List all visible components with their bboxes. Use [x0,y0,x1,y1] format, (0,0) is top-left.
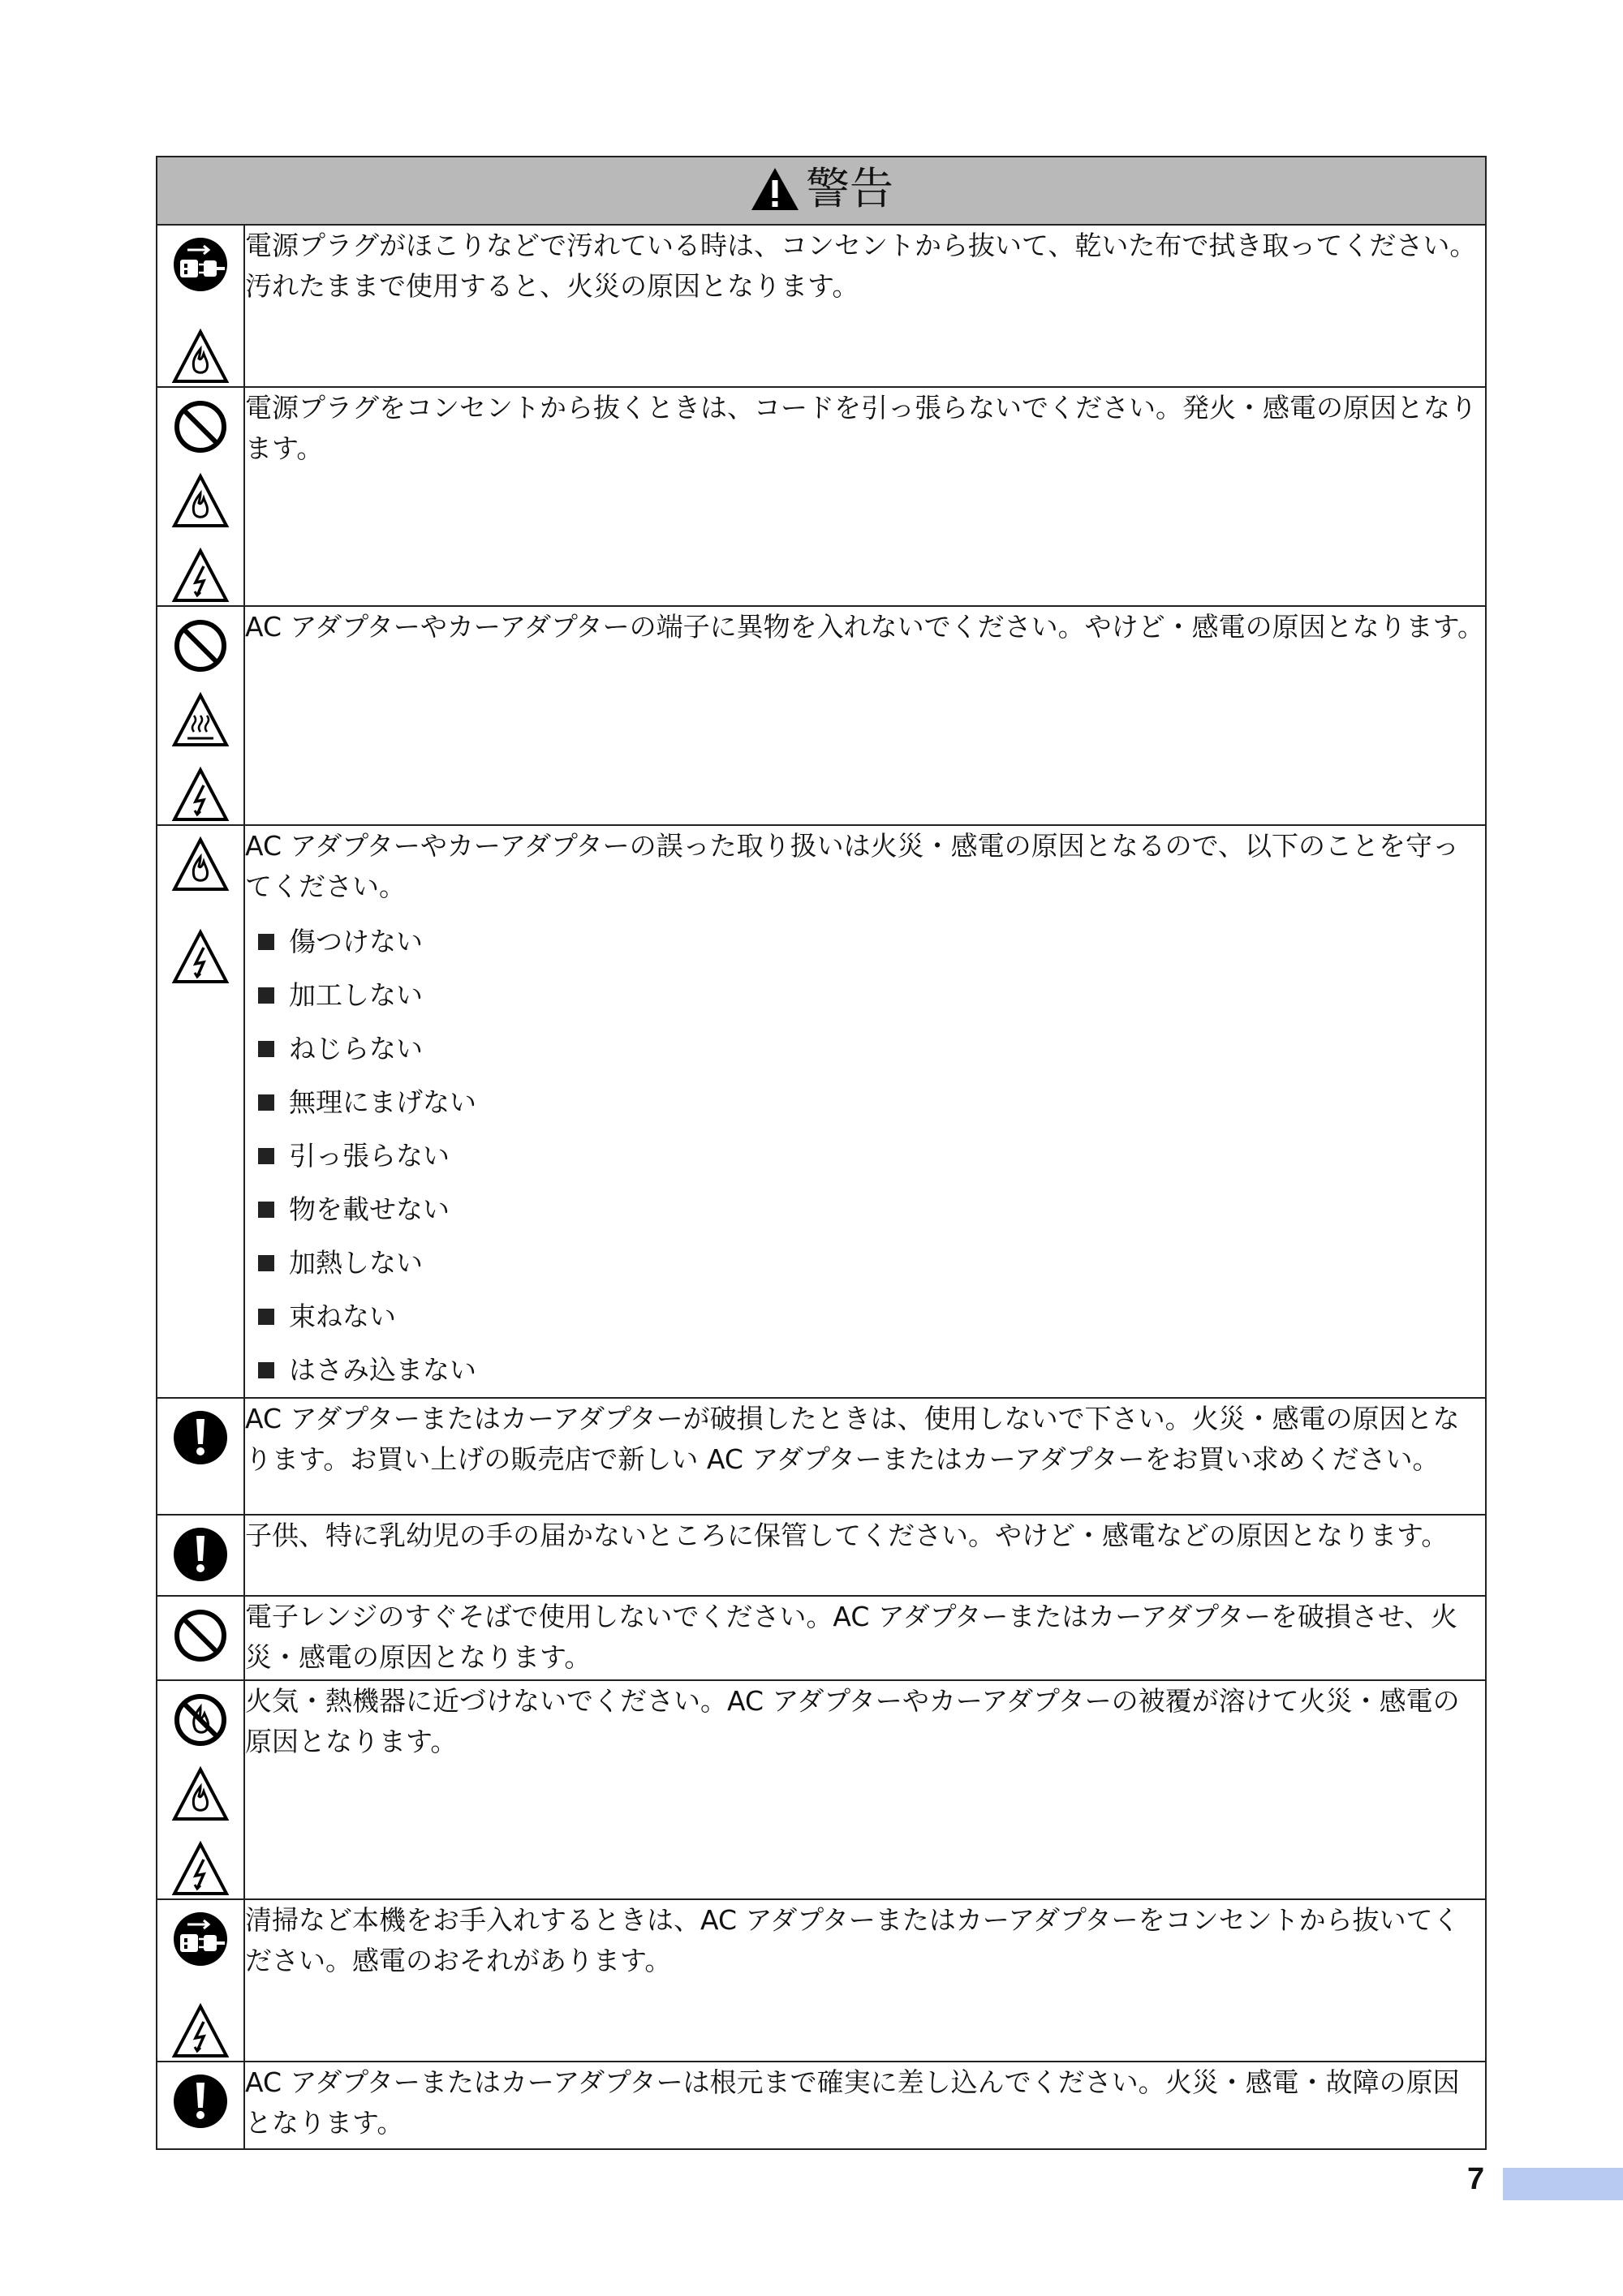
list-item-text: 傷つけない [289,926,423,957]
warning-text: 清掃など本機をお手入れするときは、AC アダプターまたはカーアダプターをコンセントから抜いてください。感電のおそれがあります。 [245,1904,1460,1976]
list-item [258,1183,1485,1236]
warning-icons-cell [157,606,244,825]
warning-text: 電源プラグをコンセントから抜くときは、コードを引っ張らないでください。発火・感電の原因となります。 [245,392,1477,464]
square-bullet-icon [258,1362,274,1378]
warning-row [157,1398,1486,1515]
list-item [258,1236,1485,1290]
warning-text-cell [244,1515,1486,1596]
square-bullet-icon [258,1148,274,1164]
warning-icons-cell [157,1899,244,2062]
warning-text: AC アダプターやカーアダプターの誤った取り扱いは火災・感電の原因となるので、以下のことを守ってください。 [245,830,1459,902]
warning-icons-cell [157,387,244,606]
warning-row [157,2062,1486,2149]
warning-triangle-icon [749,166,801,213]
bullet-list [245,915,1485,1397]
electric-shock-icon [171,766,230,824]
mandatory-icon [171,2072,230,2130]
warning-icons-cell [157,225,244,387]
warning-text-cell [244,1596,1486,1680]
list-item-text: 加熱しない [289,1247,423,1279]
warning-row [157,1899,1486,2062]
square-bullet-icon [258,1255,274,1271]
warning-text-cell [244,225,1486,387]
warning-row [157,1596,1486,1680]
warning-row [157,225,1486,387]
fire-hazard-icon [171,836,230,894]
page-number: 7 [1467,2162,1485,2196]
fire-hazard-icon [171,472,230,531]
warning-icons-cell [157,1398,244,1515]
warning-text-cell [244,1398,1486,1515]
prohibited-icon [171,617,230,675]
electric-shock-icon [171,928,230,987]
list-item-text: ねじらない [289,1033,423,1064]
list-item [258,915,1485,969]
list-item-text: 束ねない [289,1301,396,1332]
warning-text: AC アダプターまたはカーアダプターが破損したときは、使用しないで下さい。火災・感電の原因となります。お買い上げの販売店で新しい AC アダプターまたはカーアダプターをお買い求めください。 [245,1403,1460,1475]
warning-text: AC アダプターやカーアダプターの端子に異物を入れないでください。やけど・感電の原因となります。 [245,611,1484,643]
square-bullet-icon [258,1202,274,1218]
warning-icons-cell [157,1515,244,1596]
warning-text-cell [244,2062,1486,2149]
square-bullet-icon [258,1309,274,1325]
list-item [258,1076,1485,1129]
electric-shock-icon [171,2002,230,2061]
mandatory-icon [171,1525,230,1584]
list-item-text: 引っ張らない [289,1140,450,1172]
warning-text-cell [244,1680,1486,1899]
unplug-icon [171,235,230,294]
square-bullet-icon [258,934,274,950]
list-item-text: はさみ込まない [289,1354,476,1386]
page-tab-marker [1503,2168,1623,2200]
warning-table [156,156,1487,2150]
warning-text: AC アダプターまたはカーアダプターは根元まで確実に差し込んでください。火災・感電・故障の原因となります。 [245,2066,1460,2139]
list-item [258,1344,1485,1397]
warning-title: 警告 [806,163,893,214]
list-item-text: 物を載せない [289,1193,450,1225]
square-bullet-icon [258,1094,274,1111]
warning-icons-cell [157,2062,244,2149]
electric-shock-icon [171,547,230,605]
list-item-text: 加工しない [289,979,423,1011]
list-item [258,1022,1485,1076]
warning-text-cell [244,1899,1486,2062]
warning-row [157,606,1486,825]
hot-surface-icon [171,691,230,750]
list-item [258,1290,1485,1344]
warning-text-cell [244,825,1486,1398]
warning-row [157,1680,1486,1899]
warning-text-cell [244,606,1486,825]
list-item-text: 無理にまげない [289,1086,476,1118]
warning-text-cell [244,387,1486,606]
warning-text: 火気・熱機器に近づけないでください。AC アダプターやカーアダプターの被覆が溶けて火災・感電の原因となります。 [245,1685,1460,1757]
mandatory-icon [171,1408,230,1467]
prohibited-icon [171,1606,230,1665]
warning-row [157,387,1486,606]
no-fire-icon [171,1691,230,1749]
warning-icons-cell [157,1596,244,1680]
electric-shock-icon [171,1840,230,1898]
list-item [258,1129,1485,1183]
warning-text: 子供、特に乳幼児の手の届かないところに保管してください。やけど・感電などの原因となります。 [245,1520,1449,1551]
fire-hazard-icon [171,1765,230,1824]
list-item [258,969,1485,1022]
warning-icons-cell [157,825,244,1398]
square-bullet-icon [258,987,274,1004]
warning-text: 電源プラグがほこりなどで汚れている時は、コンセントから抜いて、乾いた布で拭き取ってください。汚れたままで使用すると、火災の原因となります。 [245,230,1477,302]
prohibited-icon [171,398,230,456]
fire-hazard-icon [171,328,230,386]
warning-text: 電子レンジのすぐそばで使用しないでください。AC アダプターまたはカーアダプターを破損させ、火災・感電の原因となります。 [245,1601,1457,1673]
square-bullet-icon [258,1041,274,1057]
warning-icons-cell [157,1680,244,1899]
unplug-icon [171,1910,230,1968]
warning-row [157,1515,1486,1596]
warning-header [157,157,1486,225]
warning-row [157,825,1486,1398]
